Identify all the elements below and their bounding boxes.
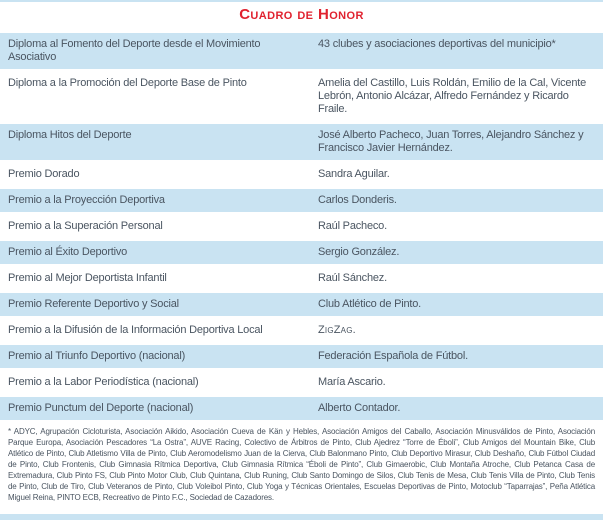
award-name: Premio Dorado — [8, 168, 80, 180]
award-recipient: ZigZag. — [318, 324, 356, 336]
award-recipient: Sergio González. — [318, 246, 400, 258]
table-row — [0, 124, 603, 160]
award-recipient: José Alberto Pacheco, Juan Torres, Alejandro Sánchez y Francisco Javier Hernández. — [318, 129, 584, 154]
table-row — [0, 72, 603, 121]
award-name: Premio a la Labor Periodística (nacional) — [8, 376, 199, 388]
table-row — [0, 267, 603, 290]
table-row — [0, 371, 603, 394]
award-name: Premio a la Difusión de la Información Deportiva Local — [8, 324, 263, 336]
award-recipient: Amelia del Castillo, Luis Roldán, Emilio de la Cal, Vicente Lebrón, Antonio Alcázar, Alfredo Fernández y Ricardo Fraile. — [318, 77, 587, 115]
award-recipient: Sandra Aguilar. — [318, 168, 390, 180]
award-name: Premio al Mejor Deportista Infantil — [8, 272, 167, 284]
award-name: Diploma Hitos del Deporte — [8, 129, 132, 141]
award-recipient: María Ascario. — [318, 376, 386, 388]
table-row — [0, 319, 603, 342]
award-name: Premio Punctum del Deporte (nacional) — [8, 402, 194, 414]
clubs-footnote: * ADYC, Agrupación Cicloturista, Asociación Aikido, Asociación Cueva de Kän y Hebles, Asociación Amigos del Caballo, Asociación Minusválidos de Pinto, Asociación Parque Europa, Asociación Pescadores “La Ostra”, AUVE Racing, Colectivo de Árbitros de Pinto, Club Ajedrez “Torre de Éboli”, Club Amigos del Mountain Bike, Club Atlético de Pinto, Club Atletismo Villa de Pinto, Club Aeromodelismo Juan de la Cierva, Club Balonmano Pinto, Club Deportivo Mirasur, Club Deshaño, Club Fútbol Ciudad de Pinto, Club Frontenis, Club Gimnasia Rítmica Deportiva, Club Gimnasia Rítmica “Éboli de Pinto”, Club Gimaerobic, Club Montaña Atroche, Club Petanca Casa de Extremadura, Club Pinto FS, Club Pinto Motor Club, Club Quintana, Club Runing, Club Santo Domingo de Silos, Club Tenis de Mesa, Club Tenis Villa de Pinto, Club Tenis de Pinto, Club de Tiro, Club Veteranos de Pinto, Club Voleibol Pinto, Club Yoga y Técnicas Orientales, Escuelas Deportivas de Pinto, Motoclub “Taparrajas”, Peña Atlética Miguel Reina, PINTO ECB, Recreativo de Pinto F.C., Sociedad de Cazadores. — [8, 427, 595, 502]
table-row — [0, 241, 603, 264]
award-recipient: Carlos Donderis. — [318, 194, 397, 206]
top-border — [0, 0, 603, 2]
award-recipient: Raúl Pacheco. — [318, 220, 387, 232]
award-recipient: 43 clubes y asociaciones deportivas del municipio* — [318, 38, 556, 50]
page-title: Cuadro de Honor — [239, 6, 364, 23]
bottom-border — [0, 514, 603, 520]
award-name: Premio al Triunfo Deportivo (nacional) — [8, 350, 186, 362]
award-name: Diploma al Fomento del Deporte desde el Movimiento Asociativo — [8, 38, 261, 63]
table-row — [0, 345, 603, 368]
award-name: Premio a la Proyección Deportiva — [8, 194, 165, 206]
table-row — [0, 33, 603, 69]
table-row — [0, 293, 603, 316]
table-row — [0, 189, 603, 212]
table-row — [0, 397, 603, 420]
honor-table — [0, 33, 603, 420]
award-recipient: Club Atlético de Pinto. — [318, 298, 422, 310]
award-recipient: Raúl Sánchez. — [318, 272, 387, 284]
table-row — [0, 163, 603, 186]
table-row — [0, 215, 603, 238]
award-name: Premio Referente Deportivo y Social — [8, 298, 179, 310]
award-name: Premio al Éxito Deportivo — [8, 246, 128, 258]
award-recipient: Alberto Contador. — [318, 402, 401, 414]
award-recipient: Federación Española de Fútbol. — [318, 350, 468, 362]
award-name: Premio a la Superación Personal — [8, 220, 163, 232]
award-name: Diploma a la Promoción del Deporte Base de Pinto — [8, 77, 247, 89]
